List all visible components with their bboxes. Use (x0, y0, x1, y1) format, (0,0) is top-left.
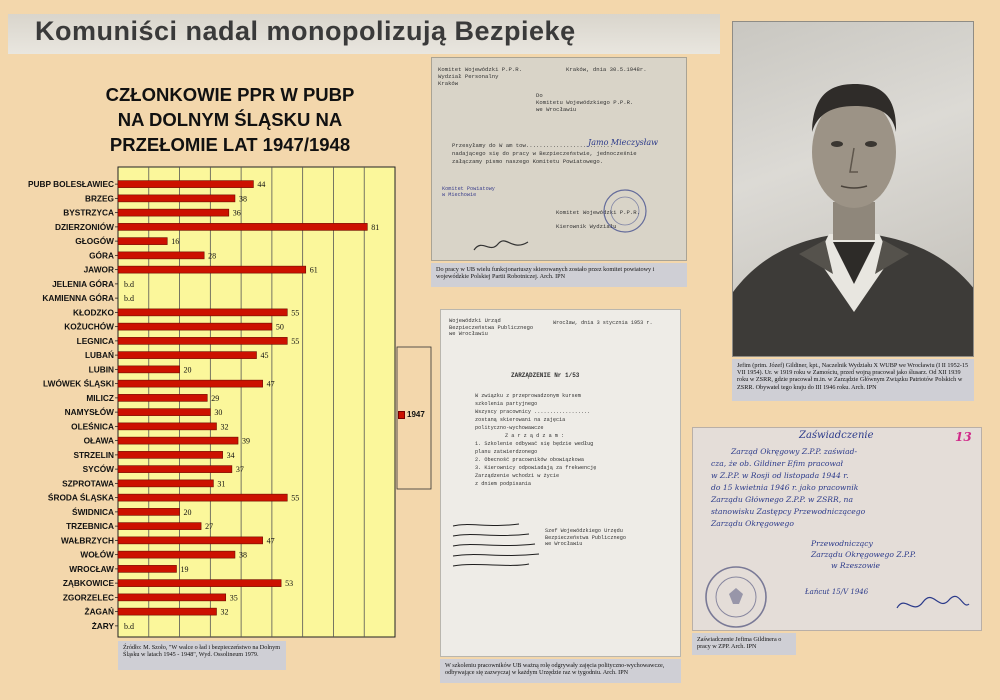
doc1-date: Kraków, dnia 30.5.1948r. (566, 66, 647, 73)
doc2-body (475, 392, 596, 488)
doc3-line: cza, że ob. Gildiner Efim pracował (711, 459, 843, 468)
doc1-line: Wydział Personalny (438, 73, 499, 80)
doc1-stamp-line: Komitet Powiatowy (442, 186, 495, 192)
chart-title-line: CZŁONKOWIE PPR W PUBP (105, 84, 355, 105)
bar (118, 466, 232, 473)
value-label: 39 (242, 436, 251, 446)
doc1-line: Przesyłamy do W am tow.......................... (452, 142, 614, 149)
category-label: PUBP BOLESŁAWIEC (27, 179, 114, 190)
doc2-line: 3. Kierownicy odpowiadają za frekwencję (475, 465, 597, 471)
doc1-handwritten-name: Jamo Mieczysław (588, 138, 658, 147)
category-label: NAMYSŁÓW (64, 407, 114, 418)
value-label: 30 (214, 408, 223, 418)
doc1-stamp-line: w Miechowie (442, 192, 477, 198)
bar (118, 565, 176, 572)
bar (118, 309, 287, 316)
bar (118, 451, 223, 458)
doc1-line: załączamy pismo naszego Komitetu Powiatowego. (452, 158, 604, 165)
page-title: Komuniści nadal monopolizują Bezpiekę (35, 16, 576, 46)
category-label: OŁAWA (83, 435, 114, 446)
bar (118, 551, 235, 558)
value-label: 61 (309, 265, 318, 275)
chart-title-line: NA DOLNYM ŚLĄSKU NA (117, 109, 343, 130)
bar (118, 494, 287, 501)
value-label: 29 (211, 393, 220, 403)
category-label: ZĄBKOWICE (62, 578, 114, 589)
category-label: TRZEBNICA (66, 521, 114, 532)
value-label: b.d (124, 294, 134, 304)
doc2-line: 1. Szkolenie odbywać się będzie według (475, 441, 594, 447)
bar (118, 380, 263, 387)
category-label: LEGNICA (76, 335, 114, 346)
doc3-sign-line: w Rzeszowie (831, 561, 881, 570)
doc2-line: 2. Obecność pracowników obowiązkowa (475, 457, 584, 463)
doc2-signature-block (545, 528, 626, 548)
legend-label: 1947 (407, 410, 425, 419)
portrait-photo (732, 21, 974, 357)
doc2-line: szkolenia partyjnego (475, 401, 538, 407)
value-label: 38 (238, 194, 247, 204)
bar (118, 423, 216, 430)
category-label: SZPROTAWA (62, 478, 114, 489)
doc3-line: Zarządu Głównego Z.P.P. w ZSRR, na (711, 495, 853, 504)
value-label: 32 (220, 422, 229, 432)
bar (118, 480, 213, 487)
category-label: ŻARY (91, 620, 114, 631)
category-label: ŻAGAŃ (84, 606, 114, 617)
category-label: ŚWIDNICA (72, 506, 114, 517)
legend-swatch (398, 411, 405, 419)
doc2-signature-line: we Wrocławiu (545, 541, 583, 547)
doc2-line: Z a r z ą d z a m : (505, 433, 565, 439)
value-label: 53 (285, 579, 294, 589)
doc3-caption: Zaświadczenie Jefima Gildinera o pracy w ZPP. Arch. IPN (692, 633, 796, 655)
value-label: 45 (260, 351, 269, 361)
bar (118, 337, 287, 344)
value-label: 47 (266, 379, 275, 389)
doc2-header-line: we Wrocławiu (449, 331, 488, 337)
value-label: 36 (232, 208, 241, 218)
doc2-header (449, 318, 533, 338)
doc1-line: Do (536, 92, 543, 99)
category-label: JAWOR (83, 264, 114, 275)
bar (118, 352, 257, 359)
category-label: SYCÓW (82, 464, 114, 475)
doc1-caption: Do pracy w UB wielu funkcjonariuszy skierowanych zostało przez komitet powiatowy i wojewódzkie Polskiej Partii Robotniczej. Arch. IPN (431, 263, 687, 287)
value-label: 27 (205, 522, 214, 532)
chart-title-line: PRZEŁOMIE LAT 1947/1948 (109, 134, 351, 155)
portrait-figure (733, 22, 974, 357)
doc3-number: 13 (955, 430, 972, 444)
value-label: b.d (124, 279, 134, 289)
category-label: WAŁBRZYCH (60, 535, 114, 546)
doc1-round-stamp (600, 186, 650, 236)
category-label: KAMIENNA GÓRA (42, 293, 114, 304)
value-label: 55 (291, 308, 300, 318)
doc1-sender (438, 66, 522, 87)
category-label: BYSTRZYCA (63, 207, 114, 218)
doc2-line: polityczno-wychowawcze (475, 425, 544, 431)
bar (118, 409, 210, 416)
doc2-handwritten-notes (449, 518, 549, 588)
category-label: STRZELIN (73, 449, 114, 460)
doc3-line: do 15 kwietnia 1946 r. jako pracownik (711, 483, 859, 492)
doc2-line: planu zatwierdzonego (475, 449, 538, 455)
bar (118, 580, 281, 587)
value-label: 38 (238, 550, 247, 560)
category-label: ZGORZELEC (62, 592, 114, 603)
document-recommendation-letter (431, 57, 687, 261)
doc3-round-stamp (703, 564, 769, 630)
doc2-line: Wszyscy pracownicy .................. (475, 409, 591, 415)
bar (118, 238, 167, 245)
doc1-line: Komitetu Wojewódzkiego P.P.R. (536, 99, 634, 106)
doc3-line: w Z.P.P. w Rosji od listopada 1944 r. (711, 471, 849, 480)
value-label: 55 (291, 493, 300, 503)
value-label: 31 (217, 479, 226, 489)
category-label: WOŁÓW (80, 549, 114, 560)
bar (118, 437, 238, 444)
doc2-date: Wrocław, dnia 3 stycznia 1953 r. (553, 320, 653, 326)
doc1-line: we Wrocławiu (536, 106, 577, 113)
doc2-header-line: Wojewódzki Urząd (449, 318, 501, 324)
value-label: 20 (183, 365, 192, 375)
category-label: KŁODZKO (72, 307, 114, 318)
value-label: 81 (371, 222, 380, 232)
doc3-signature-block (811, 538, 916, 571)
value-label: 34 (226, 450, 235, 460)
value-label: b.d (124, 621, 134, 631)
category-label: LUBIN (88, 364, 114, 375)
doc2-line: zostaną skierowani na zajęcia (475, 417, 566, 423)
doc1-signature (472, 236, 532, 256)
doc2-header-line: Bezpieczeństwa Publicznego (449, 324, 534, 331)
bar (118, 181, 253, 188)
bar-chart (0, 0, 440, 700)
doc3-sign-line: Przewodniczący (811, 539, 873, 548)
value-label: 50 (275, 322, 284, 332)
doc2-line: W związku z przeprowadzonym kursem (475, 393, 581, 399)
bar (118, 608, 216, 615)
chart-source-caption: Źródło: M. Szoło, "W walce o ład i bezpieczeństwo na Dolnym Śląsku w latach 1945 - 1948", Wyd. Ossolineum 1979. (118, 641, 286, 670)
category-label: LUBAŃ (84, 350, 114, 361)
doc1-line: Komitet Wojewódzki P.P.R. (438, 66, 522, 73)
category-label: GŁOGÓW (75, 236, 114, 247)
value-label: 16 (171, 237, 180, 247)
bar (118, 323, 272, 330)
category-label: GÓRA (89, 250, 114, 261)
value-label: 47 (266, 536, 275, 546)
value-label: 28 (208, 251, 217, 261)
doc2-line: Zarządzenie wchodzi w życie (475, 473, 560, 479)
bar (118, 366, 180, 373)
bar (118, 209, 229, 216)
doc3-line: Zarząd Okręgowy Z.P.P. zaświad- (731, 447, 858, 456)
document-certificate (692, 427, 982, 631)
doc3-body (711, 446, 865, 530)
value-label: 20 (183, 507, 192, 517)
doc3-signature (893, 590, 973, 620)
portrait-caption: Jefim (prim. Józef) Gildiner, kpt., Naczelnik Wydziału X WUBP we Wrocławiu (I II 1952-15 VII 1954). Ur. w 1919 roku w Zamościu, przed wojną pracował jako ślusarz. Od XII 1939 roku w ZSRR, gdzie pracował m.in. w Zarządzie Głównym Związku Patriotów Polskich w ZSRR. Obywatel tego kraju do III 1946 roku. Arch. IPN (732, 359, 974, 401)
bar (118, 508, 180, 515)
doc3-line: Zarządu Okręgowego (711, 519, 794, 528)
category-label: KOŻUCHÓW (64, 321, 114, 332)
doc2-caption: W szkoleniu pracowników UB ważną rolę odgrywały zajęcia polityczno-wychowawcze, odbywające się zazwyczaj w każdym Urzędzie raz w tygodniu. Arch. IPN (440, 659, 681, 683)
doc3-title: Zaświadczenie (799, 430, 874, 441)
document-order (440, 309, 681, 657)
bar (118, 266, 306, 273)
category-label: LWÓWEK ŚLĄSKI (43, 378, 114, 389)
category-label: WROCŁAW (69, 563, 114, 574)
category-label: JELENIA GÓRA (52, 278, 114, 289)
doc1-line: Kraków (438, 80, 459, 87)
category-label: MILICZ (86, 392, 114, 403)
value-label: 19 (180, 564, 189, 574)
doc3-sign-line: Zarządu Okręgowego Z.P.P. (811, 550, 916, 559)
doc3-date: Łańcut 15/V 1946 (805, 588, 869, 596)
doc1-line: Kierownik Wydziału (556, 223, 617, 230)
doc2-line: z dniem podpisania (475, 481, 532, 487)
category-label: DZIERZONIÓW (55, 221, 114, 232)
category-label: ŚRODA ŚLĄSKA (47, 492, 114, 503)
bar (118, 594, 226, 601)
value-label: 55 (291, 336, 300, 346)
doc2-signature-line: Szef Wojewódzkiego Urzędu (545, 528, 623, 534)
value-label: 35 (229, 593, 238, 603)
value-label: 44 (257, 180, 266, 190)
value-label: 37 (235, 465, 244, 475)
bar (118, 394, 207, 401)
bar (118, 223, 367, 230)
category-label: OLEŚNICA (71, 421, 114, 432)
value-label: 32 (220, 607, 229, 617)
bar (118, 195, 235, 202)
doc2-title: ZARZĄDZENIE Nr 1/53 (511, 372, 580, 379)
doc3-line: stanowisku Zastępcy Przewodniczącego (711, 507, 866, 516)
doc1-stamp (442, 186, 495, 198)
doc2-signature-line: Bezpieczeństwa Publicznego (545, 534, 626, 541)
doc1-line: Komitet Wojewódzki P.P.R. (556, 209, 640, 216)
category-label: BRZEG (84, 193, 114, 204)
chart-legend (398, 410, 425, 419)
doc1-line: nadającego się do pracy w Bezpieczeństwie, jednocześnie (452, 150, 637, 157)
bar (118, 537, 263, 544)
bar (118, 252, 204, 259)
bar (118, 523, 201, 530)
doc1-recipient (536, 92, 633, 113)
